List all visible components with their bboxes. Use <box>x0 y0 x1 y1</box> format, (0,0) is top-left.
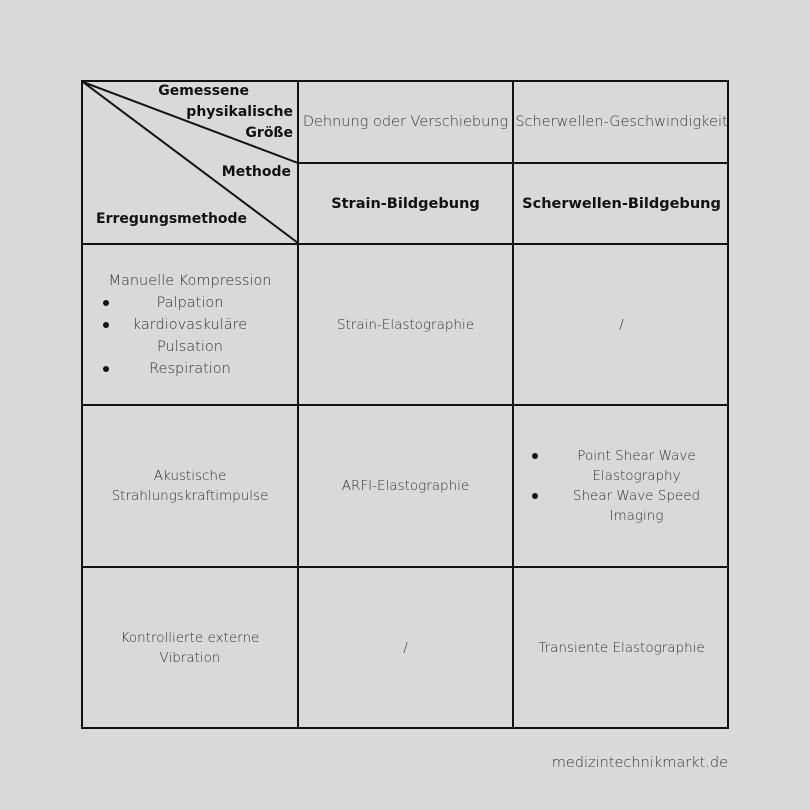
row-1-excitation-intro: Manuelle Kompression <box>108 272 272 289</box>
bullet-icon <box>532 493 538 499</box>
row-2-shear-list <box>528 446 715 526</box>
header-method-strain: Strain-Bildgebung <box>331 195 480 212</box>
bullet-icon <box>103 322 109 328</box>
source-watermark: medizintechnikmarkt.de <box>551 755 728 771</box>
row-1-shear: / <box>619 316 624 333</box>
measured-quantity-label <box>143 81 293 144</box>
list-item-text: kardiovaskuläre Pulsation <box>132 316 248 355</box>
list-item-text: Shear Wave Speed Imaging <box>572 488 701 524</box>
row-3-shear: Transiente Elastographie <box>538 639 705 656</box>
measured-quantity-line-2: physikalische <box>186 104 293 120</box>
measured-quantity-line-3: Größe <box>245 125 293 141</box>
row-1-excitation <box>83 245 297 404</box>
list-item <box>95 292 285 314</box>
list-item-text: Point Shear Wave Elastography <box>577 448 696 484</box>
row-1-excitation-list <box>95 292 285 380</box>
row-1-strain: Strain-Elastographie <box>336 316 475 333</box>
list-item <box>95 314 285 358</box>
elastography-table <box>81 80 729 729</box>
header-measured-quantity-strain: Dehnung oder Verschiebung <box>302 114 509 130</box>
header-method-shear: Scherwellen-Bildgebung <box>522 195 721 212</box>
row-3-strain: / <box>403 639 408 656</box>
bullet-icon <box>103 300 109 306</box>
row-2-excitation: Akustische Strahlungskraftimpulse <box>111 468 269 504</box>
measured-quantity-line-1: Gemessene <box>158 83 249 99</box>
row-2-strain: ARFI-Elastographie <box>341 478 470 494</box>
list-item <box>528 486 715 526</box>
list-item-text: Palpation <box>156 294 224 311</box>
bullet-icon <box>103 366 109 372</box>
row-2-shear <box>514 406 729 566</box>
row-3-excitation: Kontrollierte externe Vibration <box>120 629 260 666</box>
header-measured-quantity-shear: Scherwellen-Geschwindigkeit <box>515 114 728 130</box>
method-label: Methode <box>221 164 291 180</box>
bullet-icon <box>532 453 538 459</box>
list-item-text: Respiration <box>149 360 231 377</box>
list-item <box>95 358 285 380</box>
excitation-method-label: Erregungsmethode <box>96 211 248 227</box>
list-item <box>528 446 715 486</box>
